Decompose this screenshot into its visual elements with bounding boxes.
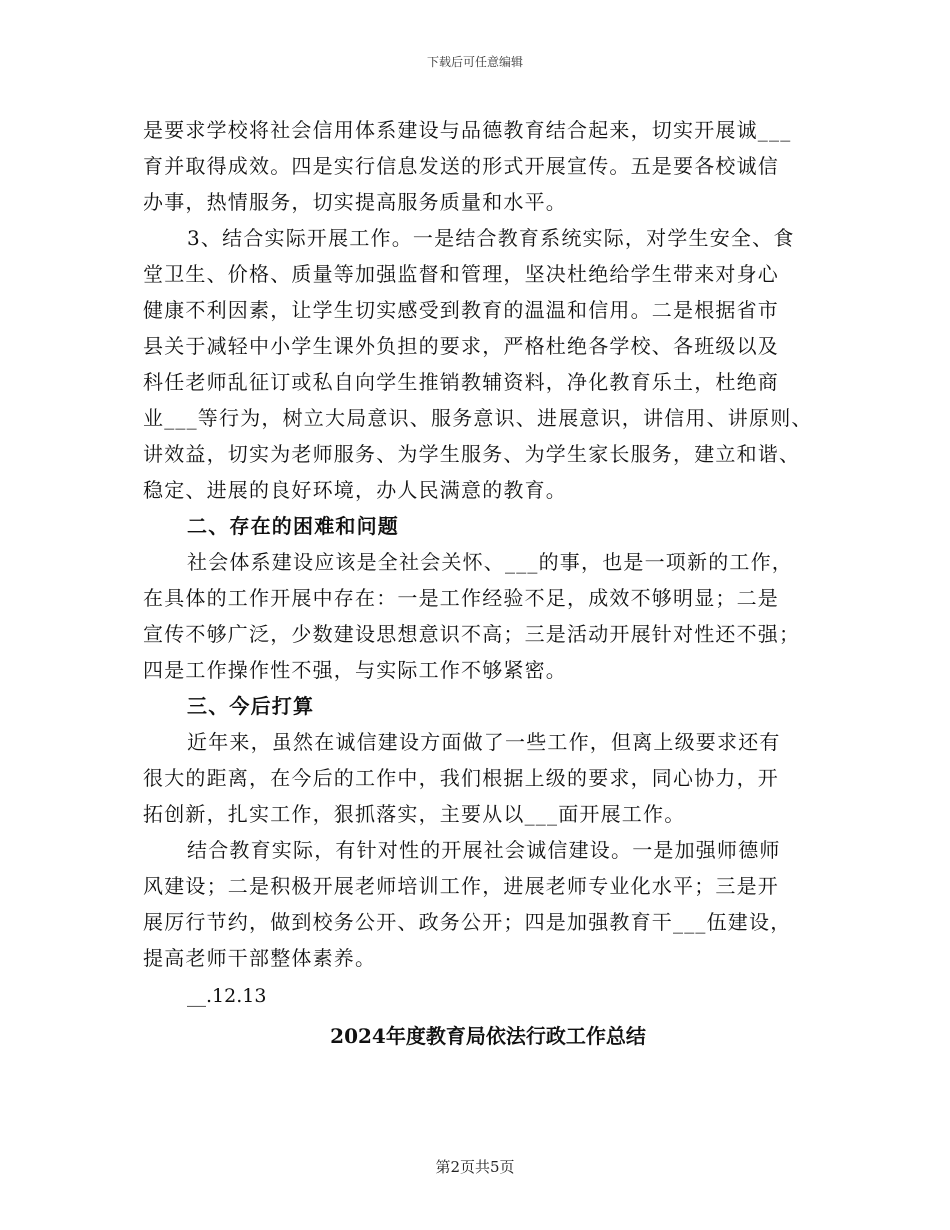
header-note: 下载后可任意编辑: [426, 55, 523, 69]
body-line: 业___等行为，树立大局意识、服务意识、进展意识，讲信用、讲原则、: [143, 406, 813, 430]
body-line: 拓创新，扎实工作，狠抓落实，主要从以___面开展工作。: [143, 802, 686, 826]
body-line: 是要求学校将社会信用体系建设与品德教育结合起来，切实开展诚___: [143, 118, 792, 142]
body-line: 结合教育实际，有针对性的开展社会诚信建设。一是加强师德师: [187, 838, 781, 862]
body-line: 宣传不够广泛，少数建设思想意识不高；三是活动开展针对性还不强；: [143, 622, 801, 646]
body-line: 讲效益，切实为老师服务、为学生服务、为学生家长服务，建立和谐、: [143, 442, 801, 466]
body-line: 风建设；二是积极开展老师培训工作，进展老师专业化水平；三是开: [143, 874, 779, 898]
body-line: 在具体的工作开展中存在：一是工作经验不足，成效不够明显；二是: [143, 586, 779, 610]
body-line: 展厉行节约，做到校务公开、政务公开；四是加强教育干___伍建设，: [143, 910, 792, 934]
body-line: 四是工作操作性不强，与实际工作不够紧密。: [143, 658, 567, 682]
document-date: __.12.13: [187, 985, 267, 1007]
next-document-title: 2024年度教育局依法行政工作总结: [330, 1024, 646, 1048]
page-number: 第2页共5页: [435, 1158, 515, 1176]
body-line: 办事，热情服务，切实提高服务质量和水平。: [143, 190, 567, 214]
body-line: 育并取得成效。四是实行信息发送的形式开展宣传。五是要各校诚信: [143, 154, 779, 178]
body-line: 3、结合实际开展工作。一是结合教育系统实际，对学生安全、食: [187, 226, 795, 250]
body-line: 堂卫生、价格、质量等加强监督和管理，坚决杜绝给学生带来对身心: [143, 262, 779, 286]
body-line: 县关于减轻中小学生课外负担的要求，严格杜绝各学校、各班级以及: [143, 334, 779, 358]
body-line: 社会体系建设应该是全社会关怀、___的事，也是一项新的工作，: [187, 550, 793, 574]
body-line: 近年来，虽然在诚信建设方面做了一些工作，但离上级要求还有: [187, 730, 781, 754]
document-body: [143, 112, 823, 1054]
body-line: 科任老师乱征订或私自向学生推销教辅资料，净化教育乐土，杜绝商: [143, 370, 779, 394]
body-line: 健康不利因素，让学生切实感受到教育的温温和信用。二是根据省市: [143, 298, 779, 322]
body-line: 提高老师干部整体素养。: [143, 946, 377, 970]
section-heading-plans: 三、今后打算: [187, 694, 315, 718]
section-heading-problems: 二、存在的困难和问题: [187, 514, 399, 538]
body-line: 稳定、进展的良好环境，办人民满意的教育。: [143, 478, 567, 502]
body-line: 很大的距离，在今后的工作中，我们根据上级的要求，同心协力，开: [143, 766, 779, 790]
